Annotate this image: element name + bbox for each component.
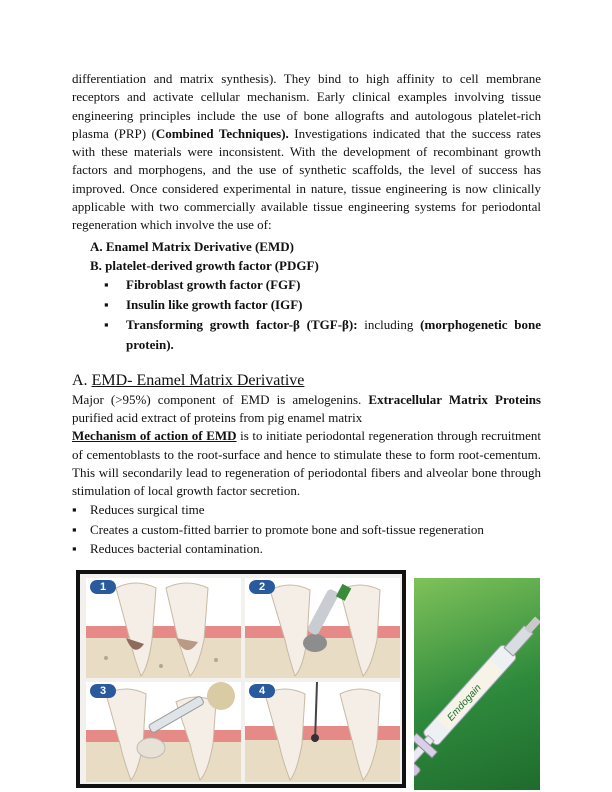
intro-bold: Combined Techniques). (155, 125, 289, 141)
bullet-icon: ▪ (72, 502, 77, 518)
list-item-term: Transforming growth factor-β (TGF-β): (126, 316, 358, 332)
bullet-icon: ▪ (72, 521, 77, 537)
procedure-step-panel (86, 578, 241, 678)
therapy-list (90, 237, 541, 275)
syringe-photo (414, 578, 540, 790)
document-body (72, 70, 541, 559)
list-item (104, 315, 541, 355)
mechanism-paragraph (72, 427, 541, 500)
list-item: B. platelet-derived growth factor (PDGF) (90, 257, 319, 273)
figure-area (76, 570, 540, 790)
heading-prefix: A. (72, 371, 88, 389)
step-badge: 1 (90, 580, 116, 594)
step-badge: 3 (90, 684, 116, 698)
section-heading (72, 371, 541, 391)
list-item (104, 275, 541, 295)
intro-text: differentiation and matrix synthesis). They bind to high affinity to cell membrane receptors and activate cellular mechanism. Early clinical examples involving tissue engineering principles include the use of bone allografts and autologous platelet-rich plasma (PRP) ( (72, 71, 541, 141)
procedure-illustration (76, 570, 406, 788)
list-item (72, 539, 541, 559)
intro-text-rest: Investigations indicated that the success rates with these materials were inconsistent. With the development of recombinant growth factors and morphogens, and the use of synthetic scaffolds, the level of success has improved. Once considered experimental in nature, tissue engineering is now clinically applicable with two commercially available tissue engineering systems for periodontal regeneration which involve the use of: (72, 125, 541, 233)
bullet-icon: ▪ (104, 316, 109, 332)
syringe-label: Emdogain (445, 682, 484, 724)
heading-title: EMD- Enamel Matrix Derivative (91, 371, 305, 389)
growth-factor-list (104, 275, 541, 355)
procedure-step-panel (245, 578, 400, 678)
list-item-text: Reduces surgical time (90, 502, 205, 518)
mechanism-text: is to initiate periodontal regeneration through recruitment of cementoblasts to the root-surface and hence to stimulate these to form root-cementum. This will secondarily lead to regeneration of periodontal fibers and alveolar bone through stimulation of local growth factor secretion. (72, 428, 542, 499)
list-item: A. Enamel Matrix Derivative (EMD) (90, 238, 294, 254)
list-item-text: Fibroblast growth factor (FGF) (126, 276, 301, 292)
emd-bold: Extracellular Matrix Proteins (368, 391, 541, 407)
step-badge: 2 (249, 580, 275, 594)
list-item-tail: including (357, 316, 421, 332)
intro-paragraph (72, 70, 541, 235)
procedure-step-panel (86, 682, 241, 782)
list-item (72, 520, 541, 540)
syringe-illustration (414, 578, 540, 790)
list-item (72, 500, 541, 520)
list-item (104, 295, 541, 315)
bullet-icon: ▪ (104, 276, 109, 292)
list-item-text: Reduces bacterial contamination. (90, 541, 263, 557)
emd-text-rest: purified acid extract of proteins from pig enamel matrix (72, 409, 363, 425)
emd-text: Major (>95%) component of EMD is amelogenins. (72, 391, 369, 407)
list-item-text: Insulin like growth factor (IGF) (126, 296, 303, 312)
benefit-list (72, 500, 541, 559)
bullet-icon: ▪ (72, 541, 77, 557)
bullet-icon: ▪ (104, 296, 109, 312)
list-item-text: Creates a custom-fitted barrier to promote bone and soft-tissue regeneration (90, 521, 484, 537)
mechanism-label: Mechanism of action of EMD (72, 428, 237, 444)
step-badge: 4 (249, 684, 275, 698)
emd-paragraph (72, 391, 541, 428)
procedure-step-panel (245, 682, 400, 782)
list-item-text (126, 315, 541, 355)
list-item-tail-bold: (morphogenetic bone protein). (126, 316, 542, 352)
